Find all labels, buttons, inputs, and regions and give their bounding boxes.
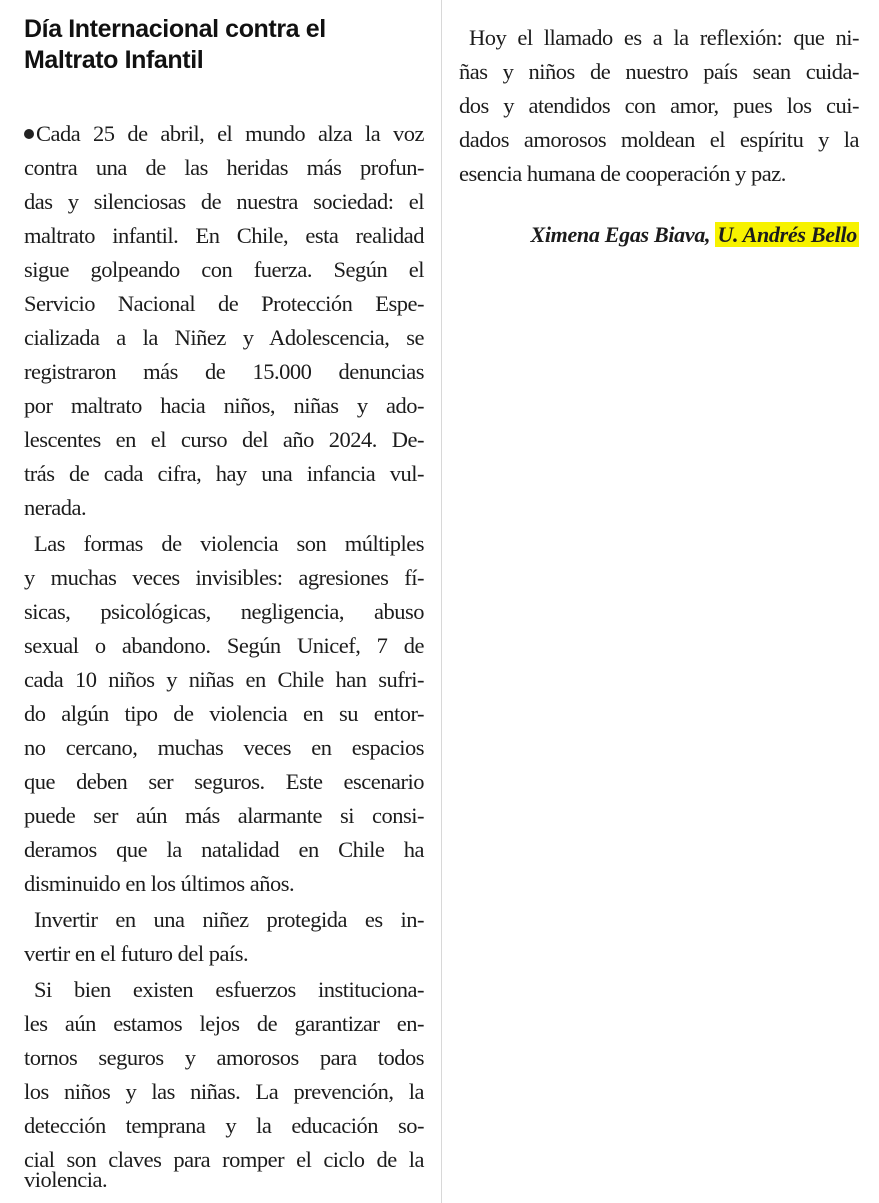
body-line: que deben ser seguros. Este escenario: [24, 769, 424, 794]
body-line: Invertir en una niñez protegida es in-: [34, 907, 424, 932]
headline-line-1: Día Internacional contra el: [24, 15, 326, 43]
body-line: Cada 25 de abril, el mundo alza la voz: [24, 117, 424, 151]
bullet-icon: [24, 129, 34, 139]
author-signature: [530, 219, 859, 251]
body-line: Hoy el llamado es a la reflexión: que ni-: [469, 25, 859, 50]
body-line: registraron más de 15.000 denuncias: [24, 359, 424, 384]
body-line: sigue golpeando con fuerza. Según el: [24, 257, 424, 282]
body-line: esencia humana de cooperación y paz.: [459, 161, 786, 186]
author-name: Ximena Egas Biava,: [530, 222, 711, 247]
body-line: dados amorosos moldean el espíritu y la: [459, 127, 859, 152]
body-line: contra una de las heridas más profun-: [24, 155, 424, 180]
body-line: maltrato infantil. En Chile, esta realidad: [24, 223, 424, 248]
body-line: vertir en el futuro del país.: [24, 941, 249, 966]
body-line: disminuido en los últimos años.: [24, 871, 295, 896]
body-line: por maltrato hacia niños, niñas y ado-: [24, 393, 424, 418]
body-line: do algún tipo de violencia en su entor-: [24, 701, 424, 726]
body-line: cada 10 niños y niñas en Chile han sufri-: [24, 667, 424, 692]
body-line: lescentes en el curso del año 2024. De-: [24, 427, 424, 452]
body-line: cial son claves para romper el ciclo de la: [24, 1147, 424, 1172]
body-line: sicas, psicológicas, negligencia, abuso: [24, 599, 424, 624]
column-divider: [441, 0, 442, 1203]
body-line: no cercano, muchas veces en espacios: [24, 735, 424, 760]
body-line: cializada a la Niñez y Adolescencia, se: [24, 325, 424, 350]
body-line: Si bien existen esfuerzos instituciona-: [34, 977, 424, 1002]
body-line: Servicio Nacional de Protección Espe-: [24, 291, 424, 316]
body-line: les aún estamos lejos de garantizar en-: [24, 1011, 424, 1036]
body-line: los niños y las niñas. La prevención, la: [24, 1079, 424, 1104]
author-affiliation: U. Andrés Bello: [717, 222, 857, 247]
body-line: tornos seguros y amorosos para todos: [24, 1045, 424, 1070]
body-line: puede ser aún más alarmante si consi-: [24, 803, 424, 828]
body-line: deramos que la natalidad en Chile ha: [24, 837, 424, 862]
headline-line-2: Maltrato Infantil: [24, 46, 204, 74]
article-headline: [24, 14, 424, 76]
body-line: ñas y niños de nuestro país sean cuida-: [459, 59, 859, 84]
body-line: y muchas veces invisibles: agresiones fí-: [24, 565, 424, 590]
body-line: dos y atendidos con amor, pues los cui-: [459, 93, 859, 118]
body-line: trás de cada cifra, hay una infancia vul-: [24, 461, 424, 486]
body-line: detección temprana y la educación so-: [24, 1113, 424, 1138]
body-line: nerada.: [24, 495, 87, 520]
body-line: sexual o abandono. Según Unicef, 7 de: [24, 633, 424, 658]
body-line: violencia.: [24, 1167, 108, 1192]
body-line: das y silenciosas de nuestra sociedad: el: [24, 189, 424, 214]
body-line: Las formas de violencia son múltiples: [34, 531, 424, 556]
